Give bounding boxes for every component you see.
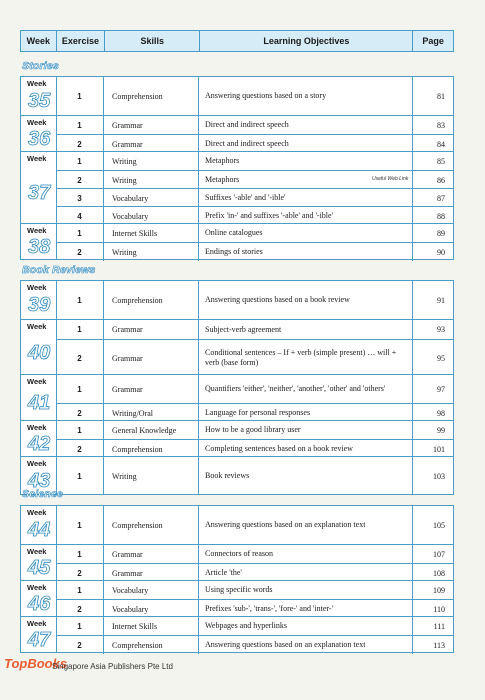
week-cell [21,375,57,421]
page-number: 85 [437,156,445,166]
week-block [21,580,453,617]
week-cell [21,281,57,319]
week-block [21,456,453,495]
page-number: 113 [433,640,445,650]
table-row [56,457,453,495]
exercise-number: 1 [56,224,104,242]
week-label: Week [27,508,47,517]
objective-cell: Answering questions based on a book review [199,281,413,319]
exercise-number: 1 [56,281,104,319]
objective-cell: Direct and indirect speech [199,135,413,153]
week-cell [21,320,57,375]
header-objectives: Learning Objectives [200,31,413,51]
skill-cell: Grammar [104,545,199,563]
page-number: 93 [437,325,445,334]
week-cell [21,617,57,653]
section-table [20,280,454,495]
objective-cell: Subject-verb agreement [199,320,413,339]
section-title: Book Reviews [22,264,96,276]
week-cell [21,116,57,152]
exercise-number: 1 [56,116,104,134]
exercise-number: 2 [56,243,104,261]
skill-cell: Comprehension [104,281,199,319]
table-row [56,581,453,599]
table-row [56,242,453,261]
week-label: Week [27,547,47,556]
week-block [21,151,453,224]
page-number: 105 [433,520,445,530]
skill-cell: Grammar [104,116,199,134]
exercise-number: 2 [56,636,104,654]
section-title: Stories [22,60,59,72]
table-row [56,116,453,134]
topbooks-logo: TopBooks [4,656,68,671]
week-number: 45 [28,557,51,579]
week-block [21,374,453,421]
week-label: Week [27,322,47,331]
objective-cell: Suffixes '-able' and '-ible' [199,189,413,207]
exercise-number: 1 [56,77,104,115]
objective-cell: Endings of stories [199,243,413,261]
table-row [56,421,453,439]
exercise-number: 1 [56,617,104,635]
skill-cell: Vocabulary [104,581,199,599]
week-label: Week [27,226,47,235]
week-number: 39 [28,294,51,316]
page-number: 101 [433,444,445,454]
table-row [56,617,453,635]
table-row [56,281,453,319]
week-label: Week [27,118,47,127]
week-label: Week [27,79,47,88]
objective-cell: Answering questions based on an explanation text [199,636,413,654]
table-row [56,320,453,339]
objective-cell: Using specific words [199,581,413,599]
skill-cell: General Knowledge [104,421,199,439]
exercise-number: 1 [56,421,104,439]
week-block [21,544,453,581]
page-number: 91 [437,295,445,305]
skill-cell: Vocabulary [104,207,199,225]
exercise-number: 1 [56,457,104,495]
week-cell [21,77,57,115]
objective-cell: Prefix 'in-' and suffixes '-able' and '-ible' [199,207,413,225]
header-exercise: Exercise [57,31,106,51]
header-skills: Skills [105,31,200,51]
skill-cell: Writing/Oral [104,404,199,422]
page-number: 95 [437,353,445,363]
skill-cell: Internet Skills [104,224,199,242]
table-row [56,375,453,403]
section-table [20,505,454,653]
skill-cell: Internet Skills [104,617,199,635]
skill-cell: Writing [104,171,199,189]
header-page: Page [422,36,444,46]
week-block [21,616,453,653]
week-number: 37 [28,182,51,204]
skill-cell: Vocabulary [104,600,199,618]
table-row [56,506,453,544]
page-number: 88 [437,211,445,221]
skill-cell: Writing [104,457,199,495]
page-number: 89 [437,228,445,238]
table-row [56,224,453,242]
page-number: 111 [433,621,445,631]
page-number: 107 [433,549,445,559]
exercise-number: 2 [56,404,104,422]
week-label: Week [27,283,47,292]
page-number: 103 [433,471,445,481]
objective-cell: Completing sentences based on a book review [199,440,413,458]
header-week: Week [21,31,57,51]
exercise-number: 1 [56,152,104,170]
page-number: 81 [437,91,445,101]
week-label: Week [27,377,47,386]
objective-cell: Book reviews [199,457,413,495]
table-row [56,339,453,376]
week-block [21,506,453,544]
page-number: 110 [433,604,445,614]
page-number: 98 [437,408,445,418]
objective-cell: Connectors of reason [199,545,413,563]
objective-cell: Article 'the' [199,564,413,582]
skill-cell: Vocabulary [104,189,199,207]
week-number: 46 [28,593,51,615]
week-number: 38 [28,236,51,258]
page-number: 99 [437,425,445,435]
skill-cell: Comprehension [104,440,199,458]
week-cell [21,421,57,457]
objective-cell: Online catalogues [199,224,413,242]
exercise-number: 1 [56,581,104,599]
week-label: Week [27,459,47,468]
objective-cell: Conditional sentences – If + verb (simple present) … will + verb (base form) [199,340,413,376]
week-cell [21,545,57,581]
week-number: 42 [28,433,51,455]
objective-cell: Answering questions based on a story [199,77,413,115]
useful-web-link-label: Useful Web Link [372,176,409,182]
week-block [21,420,453,457]
page-number: 87 [437,193,445,203]
exercise-number: 2 [56,135,104,153]
week-label: Week [27,423,47,432]
page-number: 97 [437,384,445,394]
week-label: Week [27,619,47,628]
section-title: Science [22,488,64,500]
objective-cell: Direct and indirect speech [199,116,413,134]
objective-cell: Prefixes 'sub-', 'trans-', 'fore-' and 'inter-' [199,600,413,618]
page-number: 83 [437,120,445,130]
skill-cell: Comprehension [104,636,199,654]
section-table [20,76,454,260]
week-number: 47 [28,629,51,651]
exercise-number: 1 [56,545,104,563]
table-row [56,77,453,115]
table-row [56,635,453,654]
skill-cell: Writing [104,152,199,170]
exercise-number: 2 [56,564,104,582]
page-number: 84 [437,139,445,149]
skill-cell: Writing [104,243,199,261]
page-number: 108 [433,568,445,578]
week-number: 43 [28,470,51,492]
week-block [21,77,453,115]
skill-cell: Grammar [104,340,199,376]
table-header [20,30,454,52]
page-number: 90 [437,247,445,257]
exercise-number: 1 [56,320,104,339]
exercise-number: 1 [56,375,104,403]
exercise-number: 2 [56,440,104,458]
skill-cell: Grammar [104,375,199,403]
week-number: 40 [28,341,51,364]
objective-cell: Metaphors [199,171,413,189]
week-cell [21,506,57,544]
table-row [56,188,453,207]
exercise-number: 2 [56,171,104,189]
objective-cell: Metaphors [199,152,413,170]
week-cell [21,224,57,260]
objective-cell: Quantifiers 'either', 'neither', 'another', 'other' and 'others' [199,375,413,403]
skill-cell: Comprehension [104,506,199,544]
week-label: Week [27,583,47,592]
publisher-footer: Singapore Asia Publishers Pte Ltd [52,662,173,671]
week-block [21,115,453,152]
objective-cell: Language for personal responses [199,404,413,422]
page-number: 86 [437,175,445,185]
skill-cell: Grammar [104,320,199,339]
table-row [56,152,453,170]
table-row [56,545,453,563]
week-cell [21,581,57,617]
week-block [21,223,453,260]
objective-cell: Answering questions based on an explanation text [199,506,413,544]
exercise-number: 4 [56,207,104,225]
skill-cell: Grammar [104,564,199,582]
objective-cell: How to be a good library user [199,421,413,439]
week-number: 36 [28,128,51,150]
week-cell [21,152,57,224]
exercise-number: 1 [56,506,104,544]
week-label: Week [27,154,47,163]
skill-cell: Grammar [104,135,199,153]
objective-cell: Webpages and hyperlinks [199,617,413,635]
page-number: 109 [433,585,445,595]
week-number: 44 [28,519,51,541]
week-number: 35 [28,90,51,112]
exercise-number: 2 [56,600,104,618]
skill-cell: Comprehension [104,77,199,115]
week-number: 41 [28,392,51,414]
exercise-number: 3 [56,189,104,207]
week-block [21,281,453,319]
week-block [21,319,453,375]
exercise-number: 2 [56,340,104,376]
